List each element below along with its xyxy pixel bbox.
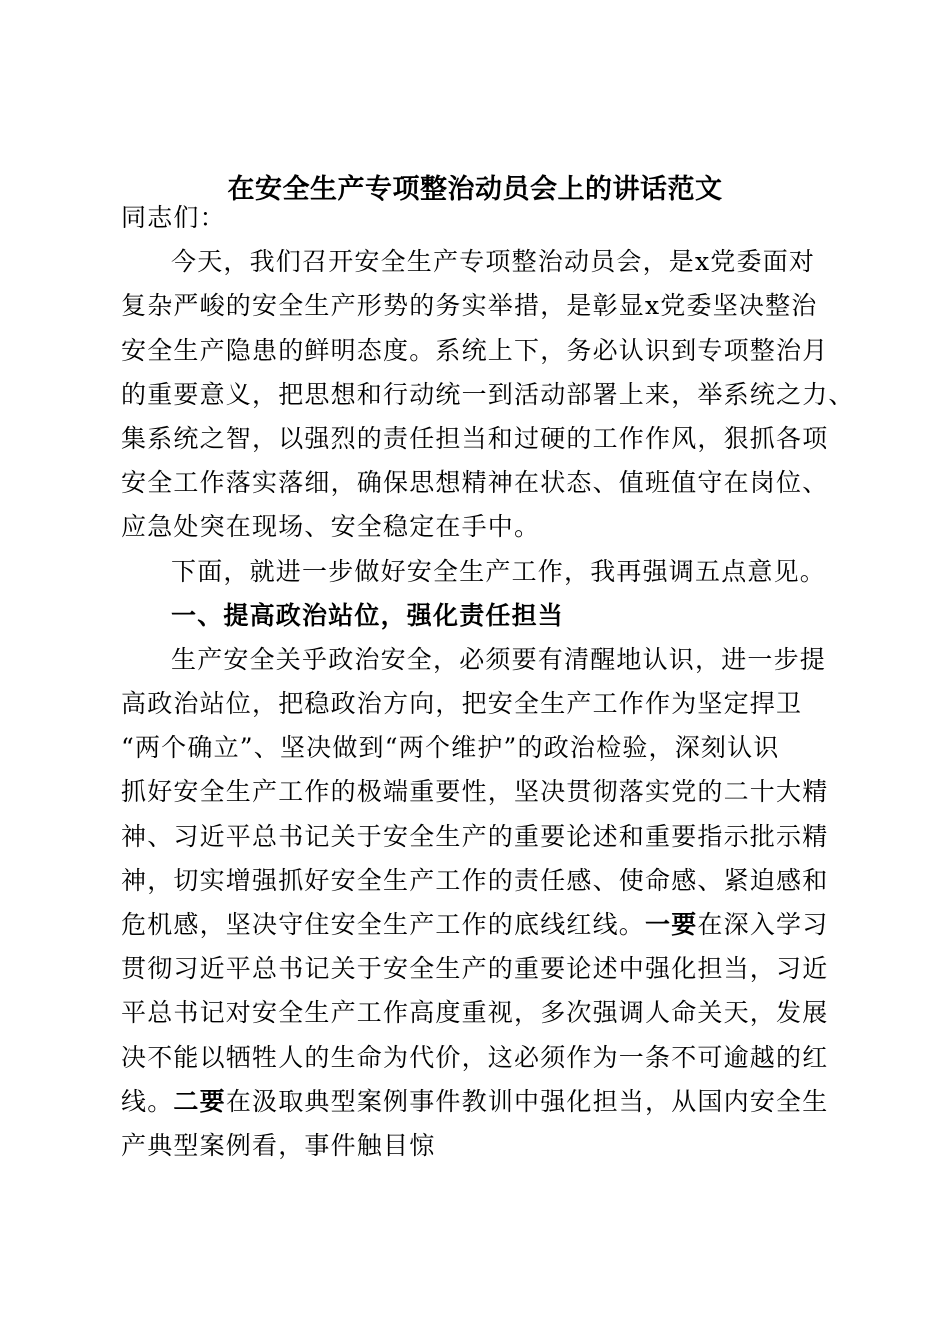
salutation: 同志们： <box>121 203 226 232</box>
text-line: 今天，我们召开安全生产专项整治动员会，是x党委面对 <box>171 247 816 277</box>
text-line: 生产安全关乎政治安全，必须要有清醒地认识，进一步提 <box>171 644 827 674</box>
text-line: 复杂严峻的安全生产形势的务实举措，是彰显x党委坚决整治 <box>121 291 818 321</box>
text-line: 的重要意义，把思想和行动统一到活动部署上来，举系统之力、 <box>121 379 855 409</box>
emphasis-text: 一要 <box>645 910 698 939</box>
paragraph-2: 下面，就进一步做好安全生产工作，我再强调五点意见。 <box>171 556 827 586</box>
text-line <box>121 1080 829 1124</box>
section-heading-1: 一、提高政治站位，强化责任担当 <box>171 600 565 630</box>
text-line: 抓好安全生产工作的极端重要性，坚决贯彻落实党的二十大精 <box>121 777 829 807</box>
text-line: 决不能以牺牲人的生命为代价，这必须作为一条不可逾越的红 <box>121 1042 829 1072</box>
text-line: “两个确立”、坚决做到“两个维护”的政治检验，深刻认识 <box>121 733 780 763</box>
paragraph-1 <box>121 240 855 549</box>
text-span: 在深入学习 <box>697 910 829 939</box>
document-body <box>121 196 855 1168</box>
text-line: 神、习近平总书记关于安全生产的重要论述和重要指示批示精 <box>121 821 829 851</box>
emphasis-text: 二要 <box>173 1086 226 1116</box>
text-line: 平总书记对安全生产工作高度重视，多次强调人命关天，发展 <box>121 998 829 1028</box>
text-line <box>121 903 829 947</box>
text-line: 安全工作落实落细，确保思想精神在状态、值班值守在岗位、 <box>121 468 829 498</box>
text-span: 在汲取典型案例事件教训中强化担当，从国内安全生 <box>225 1086 829 1116</box>
text-line: 产典型案例看，事件触目惊 <box>121 1130 436 1160</box>
text-line: 安全生产隐患的鲜明态度。系统上下，务必认识到专项整治月 <box>121 335 829 365</box>
text-line: 贯彻习近平总书记关于安全生产的重要论述中强化担当，习近 <box>121 954 829 984</box>
text-line: 应急处突在现场、安全稳定在手中。 <box>121 512 541 542</box>
text-line: 高政治站位，把稳政治方向，把安全生产工作作为坚定捍卫 <box>121 689 803 719</box>
text-line: 神，切实增强抓好安全生产工作的责任感、使命感、紧迫感和 <box>121 865 829 895</box>
document-title: 在安全生产专项整治动员会上的讲话范文 <box>227 174 723 205</box>
text-line: 集系统之智，以强烈的责任担当和过硬的工作作风，狠抓各项 <box>121 423 829 453</box>
paragraph-3 <box>121 638 829 1168</box>
text-span: 线。 <box>121 1086 174 1116</box>
text-span: 危机感，坚决守住安全生产工作的底线红线。 <box>121 910 646 939</box>
